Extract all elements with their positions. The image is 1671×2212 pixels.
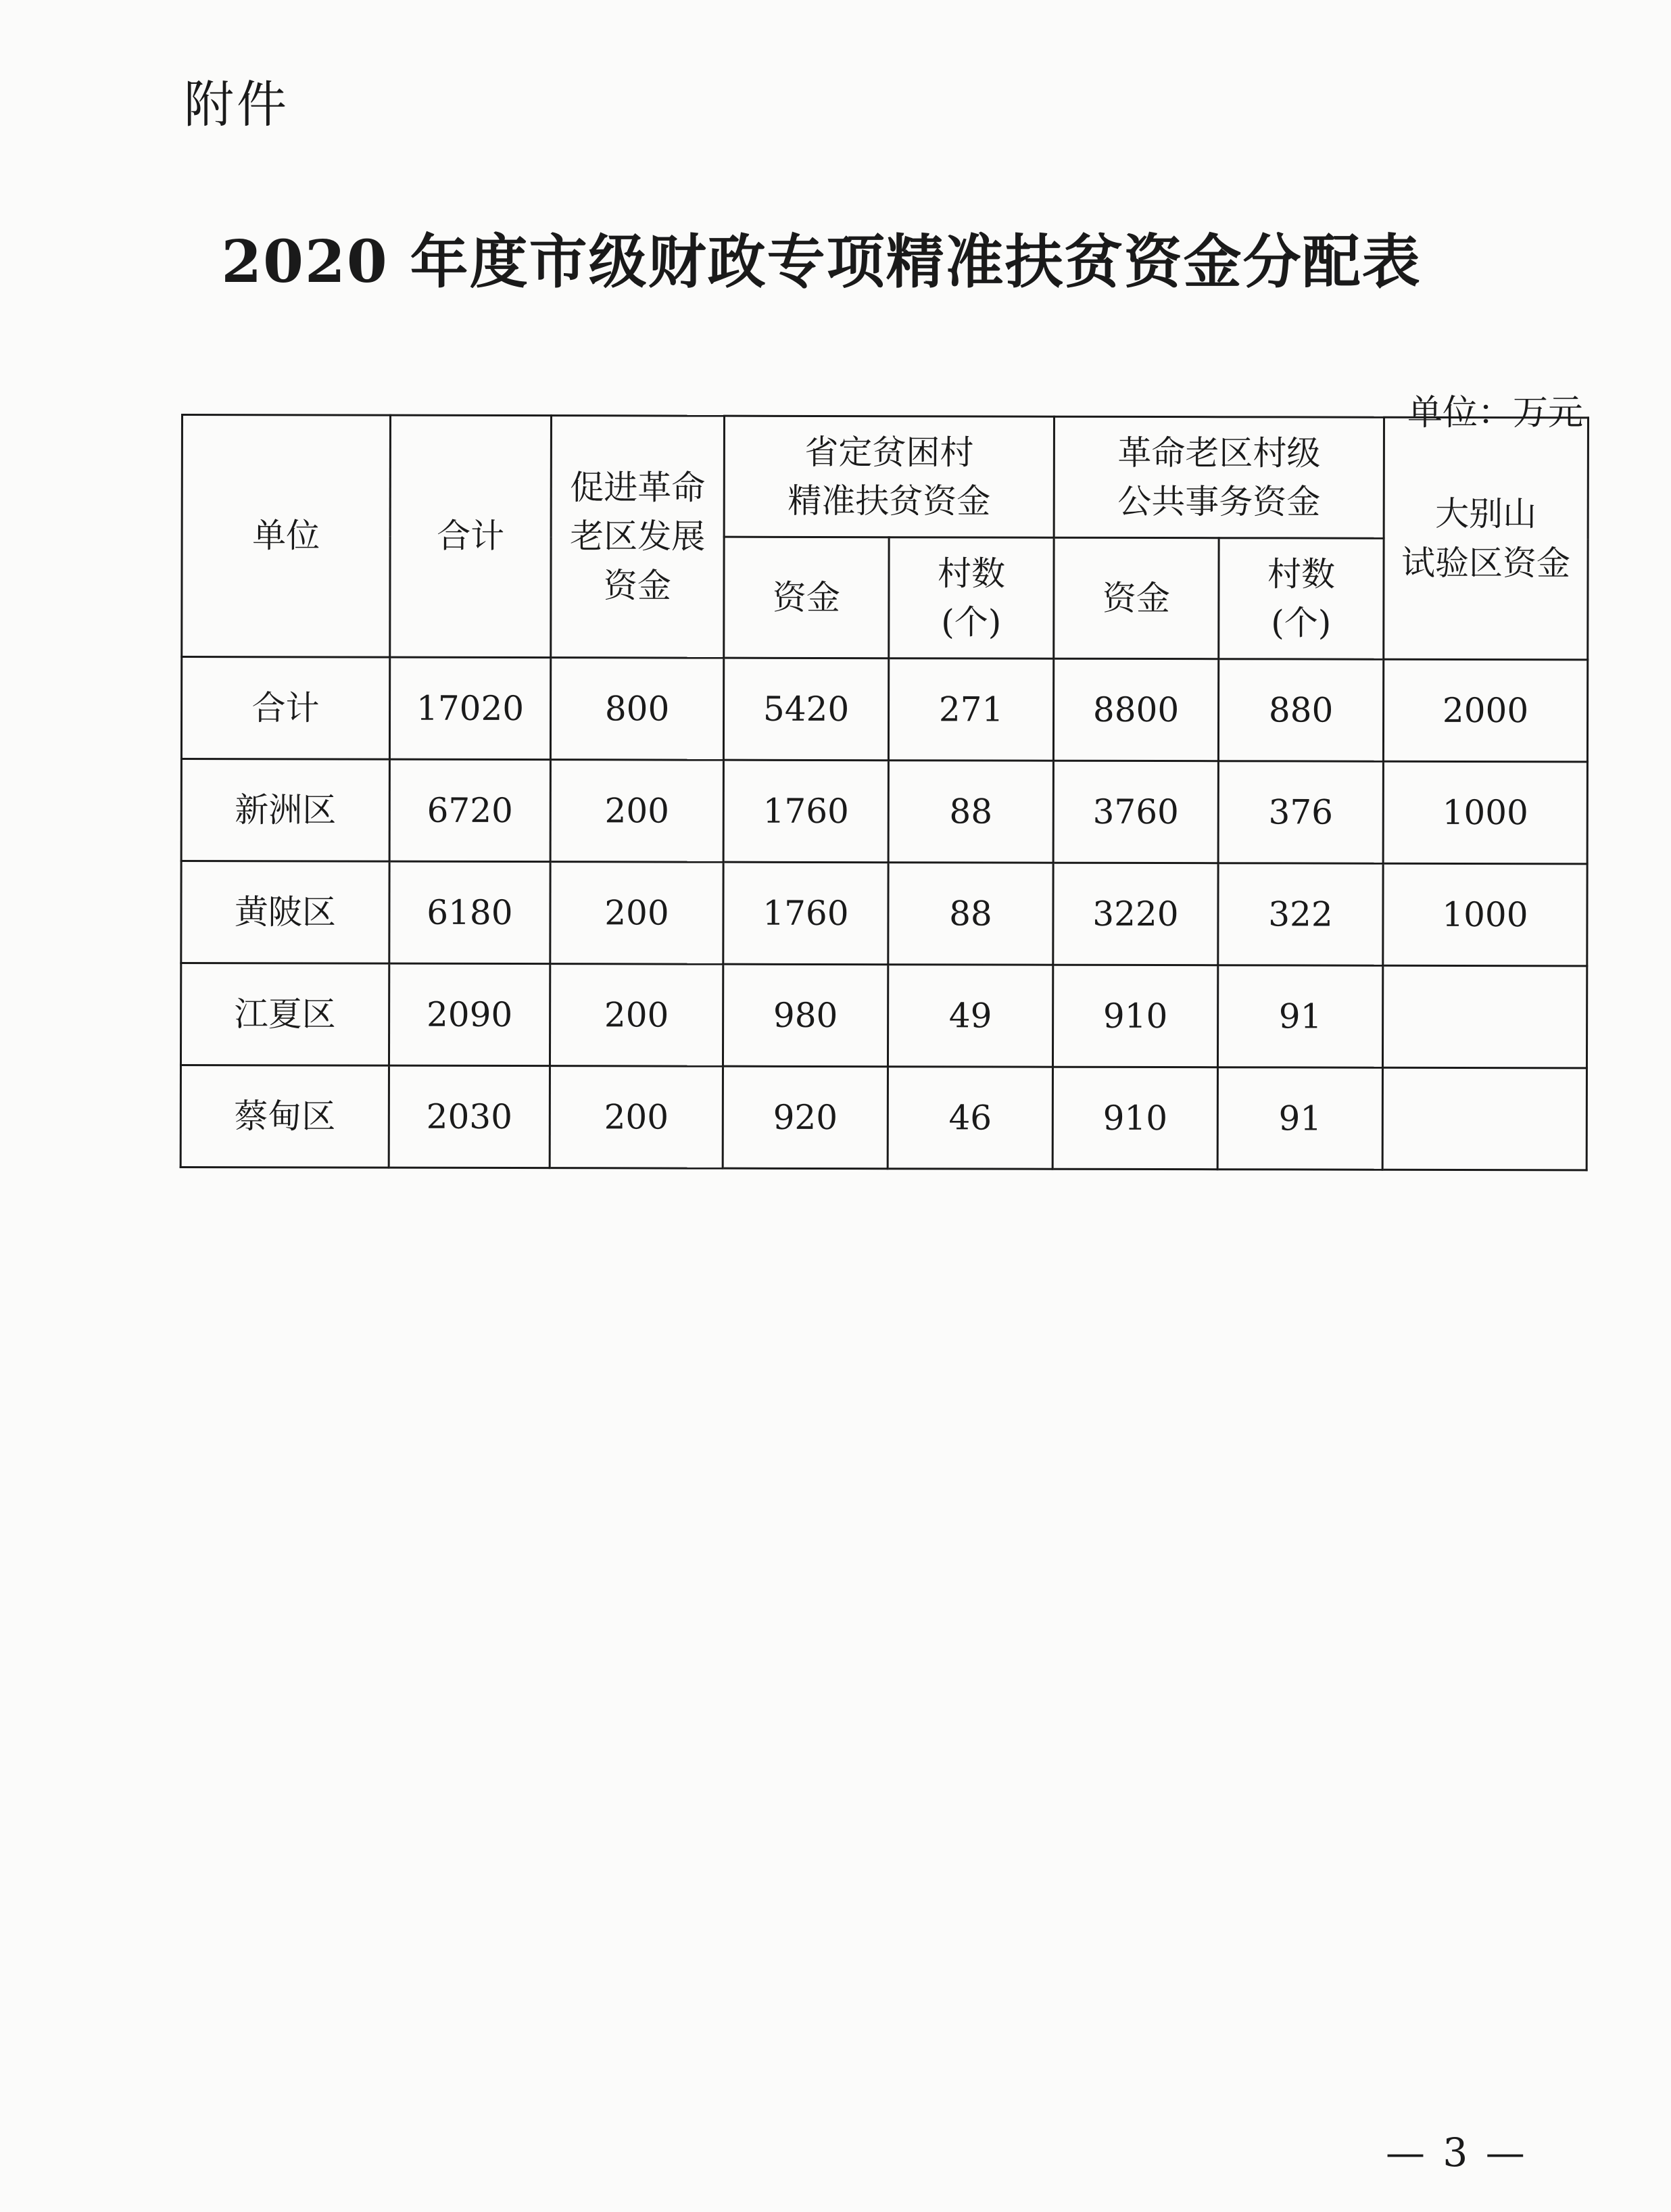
cell-revolutionary-funds: 3760 [1053, 761, 1218, 863]
header-villages-line1: 村数 [1267, 554, 1336, 594]
header-villages-line1: 村数 [937, 553, 1006, 594]
cell-dabie-fund: 1000 [1383, 761, 1587, 864]
header-provincial-villages [889, 537, 1054, 659]
cell-provincial-villages: 88 [888, 863, 1053, 965]
cell-total: 6720 [389, 759, 550, 861]
allocation-table [180, 414, 1589, 1171]
header-provincial-funds: 资金 [724, 537, 889, 658]
cell-provincial-funds: 980 [723, 964, 888, 1067]
cell-revolutionary-villages: 376 [1218, 761, 1383, 864]
cell-provincial-funds: 1760 [723, 760, 888, 863]
cell-dabie-fund: 1000 [1383, 863, 1587, 966]
cell-provincial-funds: 5420 [723, 658, 888, 761]
cell-revolutionary-funds: 3220 [1053, 863, 1218, 965]
cell-promotion-fund: 800 [550, 658, 723, 761]
header-promotion-fund-line2: 老区发展 [570, 516, 706, 556]
header-dabie-line2: 试验区资金 [1401, 543, 1571, 583]
cell-unit: 江夏区 [180, 963, 389, 1066]
cell-unit: 黄陂区 [181, 861, 389, 964]
header-dabie-fund [1384, 417, 1589, 660]
cell-total: 6180 [389, 861, 550, 963]
cell-unit: 蔡甸区 [180, 1065, 389, 1168]
header-revolutionary-line2: 公共事务资金 [1117, 481, 1321, 522]
cell-provincial-funds: 920 [723, 1066, 888, 1169]
cell-unit: 新洲区 [181, 759, 389, 862]
table-row [181, 759, 1587, 864]
header-villages-line2: (个) [941, 602, 1002, 642]
cell-revolutionary-villages: 880 [1218, 659, 1383, 762]
cell-total: 2030 [389, 1065, 550, 1168]
cell-promotion-fund: 200 [550, 862, 723, 965]
header-revolutionary-funds: 资金 [1054, 537, 1219, 659]
cell-promotion-fund: 200 [550, 964, 723, 1067]
cell-provincial-villages: 271 [888, 658, 1053, 761]
cell-revolutionary-funds: 910 [1052, 1067, 1217, 1170]
header-row-1 [182, 415, 1588, 539]
cell-total: 2090 [389, 963, 550, 1065]
cell-provincial-villages: 49 [888, 965, 1052, 1067]
page-number: — 3 — [1386, 2130, 1528, 2175]
cell-dabie-fund: 2000 [1383, 659, 1587, 762]
cell-provincial-villages: 88 [888, 761, 1053, 863]
cell-revolutionary-funds: 910 [1052, 965, 1217, 1067]
cell-unit: 合计 [181, 657, 389, 760]
unit-note: 单位：万元 [1407, 393, 1583, 433]
header-provincial-line2: 精准扶贫资金 [788, 481, 991, 521]
table-row [180, 963, 1587, 1068]
header-provincial-line1: 省定贫困村 [804, 432, 974, 472]
attachment-label: 附件 [184, 76, 289, 134]
header-revolutionary-villages [1219, 538, 1384, 660]
header-promotion-fund-line3: 资金 [603, 566, 672, 606]
cell-promotion-fund: 200 [550, 1066, 723, 1169]
table-row [180, 1065, 1587, 1170]
header-revolutionary-line1: 革命老区村级 [1117, 433, 1321, 473]
cell-revolutionary-villages: 322 [1218, 863, 1383, 966]
cell-revolutionary-funds: 8800 [1053, 658, 1218, 761]
cell-dabie-fund [1382, 1067, 1587, 1170]
header-dabie-line1: 大别山 [1435, 494, 1537, 534]
cell-revolutionary-villages: 91 [1217, 1067, 1382, 1170]
table-row [181, 861, 1587, 966]
document-title: 2020 年度市级财政专项精准扶贫资金分配表 [221, 228, 1422, 296]
cell-revolutionary-villages: 91 [1217, 965, 1382, 1068]
header-promotion-fund [551, 416, 725, 658]
table-row [181, 657, 1587, 762]
header-unit: 单位 [182, 415, 391, 658]
header-revolutionary-public-fund [1054, 416, 1384, 538]
cell-total: 17020 [389, 657, 550, 759]
header-promotion-fund-line1: 促进革命 [570, 467, 706, 508]
header-villages-line2: (个) [1271, 603, 1332, 643]
header-provincial-poverty-fund [724, 416, 1054, 537]
cell-dabie-fund [1382, 965, 1587, 1068]
header-total: 合计 [390, 415, 552, 657]
cell-provincial-funds: 1760 [723, 862, 888, 965]
cell-provincial-villages: 46 [888, 1067, 1052, 1170]
cell-promotion-fund: 200 [550, 760, 723, 863]
